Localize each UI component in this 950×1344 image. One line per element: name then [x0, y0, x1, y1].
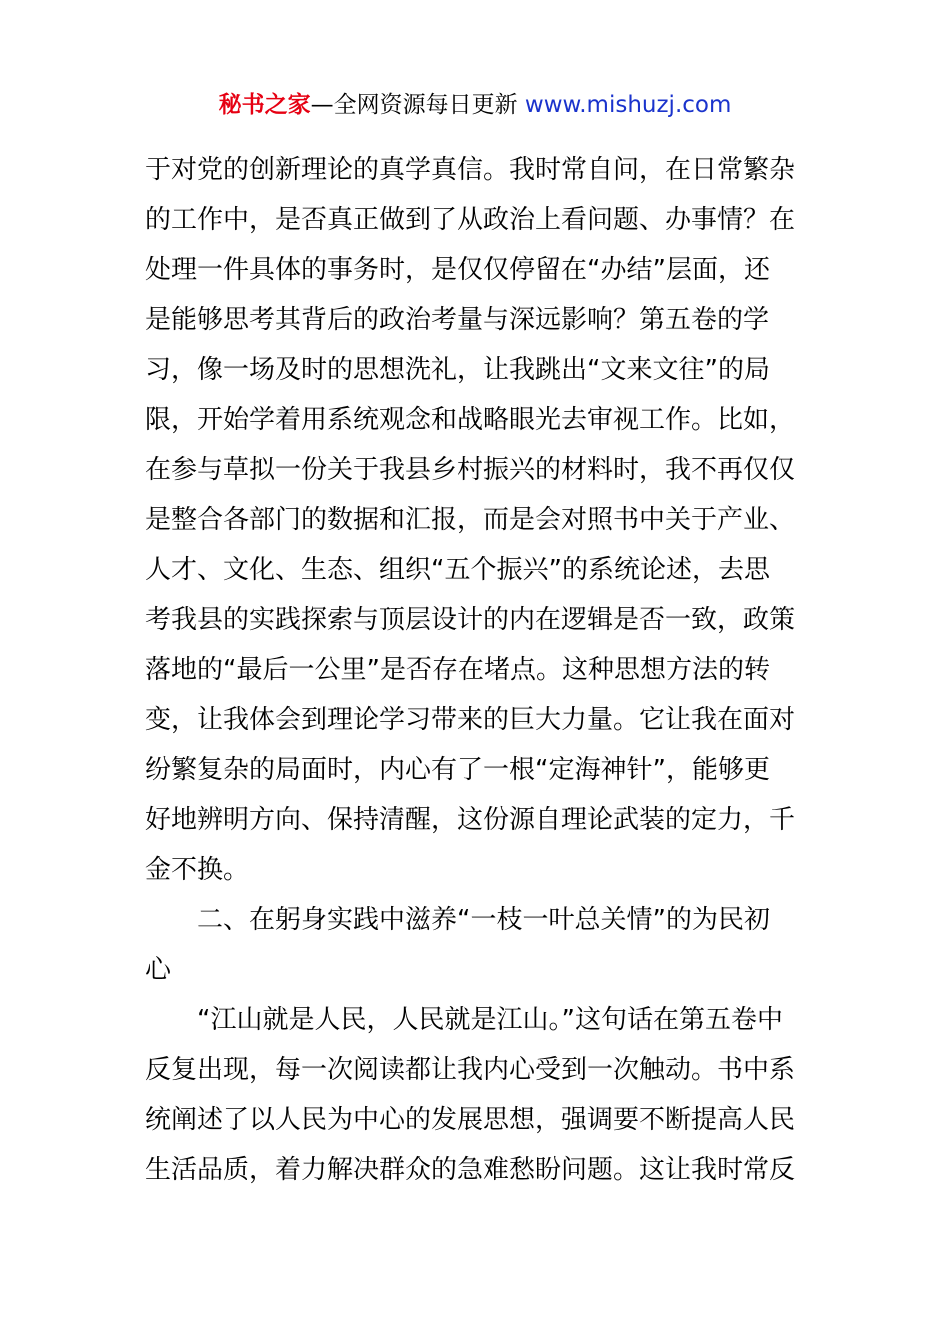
- text-line: 落地的“最后一公里”是否存在堵点。这种思想方法的转: [145, 655, 770, 685]
- text-line: 生活品质，着力解决群众的急难愁盼问题。这让我时常反: [145, 1155, 796, 1185]
- text-line: 习，像一场及时的思想洗礼，让我跳出“文来文往”的局: [145, 355, 770, 385]
- text-line: 人才、文化、生态、组织“五个振兴”的系统论述，去思: [145, 555, 770, 585]
- text-line: 于对党的创新理论的真学真信。我时常自问，在日常繁杂: [145, 155, 796, 185]
- text-line: 是能够思考其背后的政治考量与深远影响？第五卷的学: [145, 305, 770, 335]
- text-line: 纷繁复杂的局面时，内心有了一根“定海神针”，能够更: [145, 755, 770, 785]
- section-heading-line: 二、在躬身实践中滋养“一枝一叶总关情”的为民初: [145, 905, 770, 935]
- text-line: 金不换。: [145, 855, 250, 885]
- document-body: [145, 145, 810, 1195]
- text-line: 统阐述了以人民为中心的发展思想，强调要不断提高人民: [145, 1105, 796, 1135]
- text-line: 处理一件具体的事务时，是仅仅停留在“办结”层面，还: [145, 255, 770, 285]
- text-line: 考我县的实践探索与顶层设计的内在逻辑是否一致，政策: [145, 605, 796, 635]
- text-line: 反复出现，每一次阅读都让我内心受到一次触动。书中系: [145, 1055, 796, 1085]
- header-tagline: —全网资源每日更新: [310, 92, 525, 118]
- text-line: “江山就是人民，人民就是江山。”这句话在第五卷中: [145, 1005, 783, 1035]
- text-line: 在参与草拟一份关于我县乡村振兴的材料时，我不再仅仅: [145, 455, 796, 485]
- site-header: [0, 88, 950, 122]
- text-line: 是整合各部门的数据和汇报，而是会对照书中关于产业、: [145, 505, 796, 535]
- section-heading-line: 心: [145, 955, 172, 985]
- text-line: 好地辨明方向、保持清醒，这份源自理论武装的定力，千: [145, 805, 796, 835]
- header-brand: 秘书之家: [218, 92, 311, 118]
- header-site-url[interactable]: www.mishuzj.com: [524, 92, 732, 118]
- text-line: 变，让我体会到理论学习带来的巨大力量。它让我在面对: [145, 705, 796, 735]
- text-line: 的工作中，是否真正做到了从政治上看问题、办事情？在: [145, 205, 796, 235]
- text-line: 限，开始学着用系统观念和战略眼光去审视工作。比如，: [145, 405, 796, 435]
